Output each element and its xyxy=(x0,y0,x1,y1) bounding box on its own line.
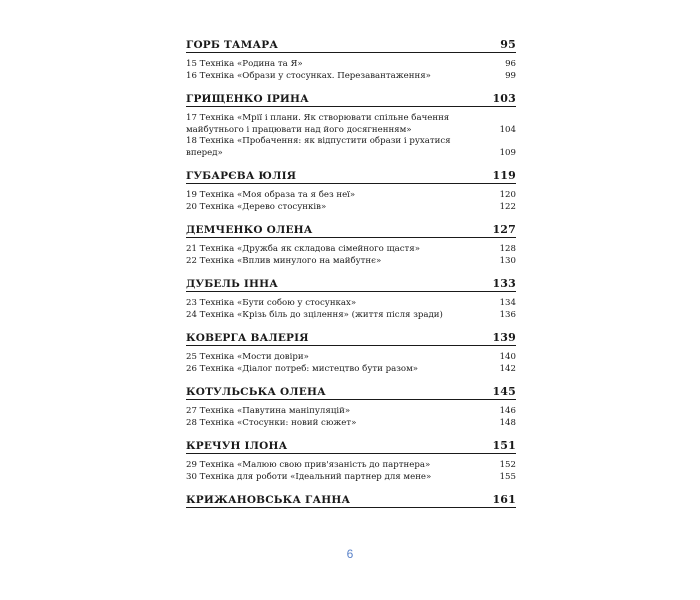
entry-title: 26 Техніка «Діалог потреб: мистецтво бути разом» xyxy=(186,363,419,374)
author-heading xyxy=(186,385,516,400)
toc-entry xyxy=(186,59,516,71)
author-page-number: 119 xyxy=(492,169,516,182)
entry-page-number: 134 xyxy=(499,298,516,308)
author-heading xyxy=(186,223,516,238)
entry-title: 24 Техніка «Крізь біль до зцілення» (життя після зради) xyxy=(186,309,443,320)
entry-page-number: 96 xyxy=(505,59,516,69)
entry-title: 19 Техніка «Моя образа та я без неї» xyxy=(186,190,356,200)
author-name: ГОРБ ТАМАРА xyxy=(186,39,279,51)
toc-entry xyxy=(186,136,516,159)
toc-entry xyxy=(186,113,516,136)
author-heading xyxy=(186,331,516,346)
entry-page-number: 136 xyxy=(499,309,516,320)
toc-entry xyxy=(186,472,516,484)
entry-title: 30 Техніка для роботи «Ідеальний партнер для мене» xyxy=(186,471,432,482)
author-page-number: 151 xyxy=(492,439,516,452)
entry-title: 18 Техніка «Пробачення: як відпустити образи і рухатися вперед» xyxy=(186,136,451,158)
entry-title: 28 Техніка «Стосунки: новий сюжет» xyxy=(186,417,357,428)
author-name: КОВЕРГА ВАЛЕРІЯ xyxy=(186,332,309,344)
toc-section xyxy=(186,493,516,508)
toc-entry xyxy=(186,460,516,472)
toc-section xyxy=(186,277,516,321)
author-heading xyxy=(186,169,516,184)
entry-page-number: 155 xyxy=(499,471,516,482)
author-name: КРИЖАНОВСЬКА ГАННА xyxy=(186,494,351,506)
author-page-number: 161 xyxy=(492,493,516,506)
toc-section xyxy=(186,439,516,483)
author-name: ГРИЩЕНКО ІРИНА xyxy=(186,93,309,105)
entry-title: 17 Техніка «Мрії і плани. Як створювати спільне бачення майбутнього і працювати над його досягненням» xyxy=(186,113,450,135)
toc-entry xyxy=(186,418,516,430)
entry-title: 22 Техніка «Вплив минулого на майбутнє» xyxy=(186,255,382,266)
toc-entry xyxy=(186,244,516,256)
entry-title: 25 Техніка «Мости довіри» xyxy=(186,352,309,362)
toc-entry xyxy=(186,364,516,376)
entry-page-number: 130 xyxy=(499,255,516,266)
toc-section xyxy=(186,331,516,375)
entry-title: 21 Техніка «Дружба як складова сімейного щастя» xyxy=(186,244,420,254)
author-name: ДУБЕЛЬ ІННА xyxy=(186,278,278,290)
author-heading xyxy=(186,92,516,107)
author-page-number: 95 xyxy=(500,38,516,51)
author-page-number: 133 xyxy=(492,277,516,290)
author-page-number: 139 xyxy=(492,331,516,344)
author-heading xyxy=(186,277,516,292)
table-of-contents xyxy=(186,38,516,508)
toc-section xyxy=(186,92,516,159)
entry-title: 16 Техніка «Образи у стосунках. Перезавантаження» xyxy=(186,70,431,81)
entry-page-number: 109 xyxy=(499,147,516,158)
toc-section xyxy=(186,385,516,429)
entry-title: 27 Техніка «Павутина маніпуляцій» xyxy=(186,406,351,416)
author-name: КРЕЧУН ІЛОНА xyxy=(186,440,288,452)
author-name: ДЕМЧЕНКО ОЛЕНА xyxy=(186,224,313,236)
author-heading xyxy=(186,493,516,508)
entry-page-number: 104 xyxy=(499,124,516,135)
page-number: 6 xyxy=(346,547,354,561)
author-name: КОТУЛЬСЬКА ОЛЕНА xyxy=(186,386,326,398)
entry-page-number: 99 xyxy=(505,70,516,81)
toc-entry xyxy=(186,71,516,83)
entry-page-number: 148 xyxy=(499,417,516,428)
author-heading xyxy=(186,38,516,53)
toc-entry xyxy=(186,352,516,364)
author-page-number: 127 xyxy=(492,223,516,236)
toc-entry xyxy=(186,298,516,310)
entry-page-number: 128 xyxy=(499,244,516,254)
entry-title: 20 Техніка «Дерево стосунків» xyxy=(186,201,327,212)
entry-title: 23 Техніка «Бути собою у стосунках» xyxy=(186,298,357,308)
toc-entry xyxy=(186,190,516,202)
author-page-number: 103 xyxy=(492,92,516,105)
entry-page-number: 140 xyxy=(499,352,516,362)
entry-page-number: 122 xyxy=(499,201,516,212)
entry-page-number: 146 xyxy=(499,406,516,416)
toc-entry xyxy=(186,406,516,418)
toc-entry xyxy=(186,256,516,268)
toc-entry xyxy=(186,310,516,322)
entry-title: 15 Техніка «Родина та Я» xyxy=(186,59,303,69)
entry-page-number: 120 xyxy=(499,190,516,200)
author-heading xyxy=(186,439,516,454)
toc-section xyxy=(186,223,516,267)
author-name: ГУБАРЄВА ЮЛІЯ xyxy=(186,170,297,182)
entry-page-number: 142 xyxy=(499,363,516,374)
toc-section xyxy=(186,38,516,82)
author-page-number: 145 xyxy=(492,385,516,398)
toc-section xyxy=(186,169,516,213)
entry-page-number: 152 xyxy=(499,460,516,470)
entry-title: 29 Техніка «Малюю свою прив'язаність до партнера» xyxy=(186,460,431,470)
toc-entry xyxy=(186,202,516,214)
